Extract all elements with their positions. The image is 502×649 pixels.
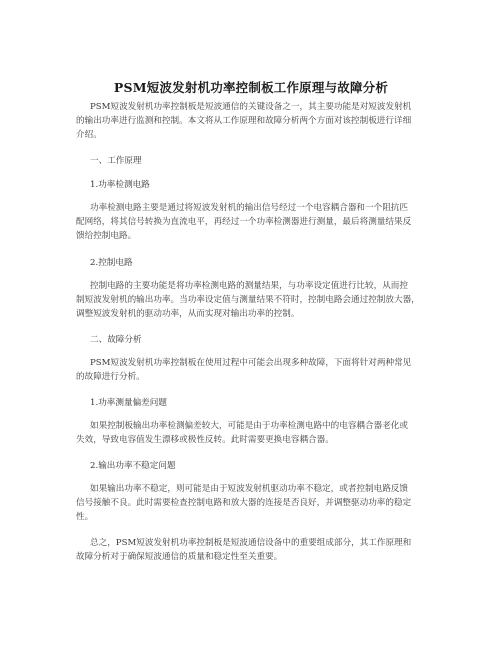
- section2-sub1-heading: 1.功率测量偏差问题: [90, 398, 167, 408]
- section2-sub2-line-3: 性。: [76, 512, 94, 522]
- section1-sub1-line-3: 馈给控制电路。: [76, 231, 137, 241]
- section2-intro-line-2: 的故障进行分析。: [76, 372, 145, 382]
- conclusion-line-2: 故障分析对于确保短波通信的质量和稳定性至关重要。: [76, 552, 283, 562]
- intro-line-2: 的输出功率进行监测和控制。本文将从工作原理和故障分析两个方面对该控制板进行详细: [76, 116, 412, 126]
- section1-sub2-line-3: 调整短波发射机的驱动功率，从而实现对输出功率的控制。: [76, 309, 300, 319]
- section1-heading: 一、工作原理: [90, 156, 142, 166]
- intro-line-1: PSM短波发射机功率控制板是短波通信的关键设备之一，其主要功能是对短波发射机: [90, 102, 412, 112]
- section1-sub1-heading: 1.功率检测电路: [90, 180, 150, 190]
- section2-intro-line-1: PSM短波发射机功率控制板在使用过程中可能会出现多种故障，下面将针对两种常见: [90, 358, 412, 368]
- section1-sub2-line-2: 制短波发射机的输出功率。当功率设定值与测量结果不符时，控制电路会通过控制放大器，: [76, 295, 420, 305]
- section2-sub2-line-2: 信号接触不良。此时需要检查控制电路和放大器的连接是否良好，并调整驱动功率的稳定: [76, 498, 412, 508]
- intro-line-3: 介绍。: [76, 130, 102, 140]
- section1-sub2-line-1: 控制电路的主要功能是将功率检测电路的测量结果，与功率设定值进行比较，从而控: [90, 281, 408, 291]
- section2-sub2-line-1: 如果输出功率不稳定，则可能是由于短波发射机驱动功率不稳定，或者控制电路反馈: [90, 484, 408, 494]
- section1-sub1-line-2: 配网络，将其信号转换为直流电平，再经过一个功率检测器进行测量，最后将测量结果反: [76, 217, 412, 227]
- document-title: PSM短波发射机功率控制板工作原理与故障分析: [113, 80, 389, 95]
- section1-sub2-heading: 2.控制电路: [90, 258, 133, 268]
- section2-sub1-line-1: 如果控制板输出功率检测偏差较大，可能是由于功率检测电路中的电容耦合器老化或: [90, 421, 408, 431]
- conclusion-line-1: 总之，PSM短波发射机功率控制板是短波通信设备中的重要组成部分，其工作原理和: [90, 538, 412, 548]
- section1-sub1-line-1: 功率检测电路主要是通过将短波发射机的输出信号经过一个电容耦合器和一个阻抗匹: [90, 203, 408, 213]
- section2-sub2-heading: 2.输出功率不稳定问题: [90, 461, 176, 471]
- section2-sub1-line-2: 失效，导致电容值发生漂移或极性反转。此时需要更换电容耦合器。: [76, 435, 334, 445]
- section2-heading: 二、故障分析: [90, 335, 142, 345]
